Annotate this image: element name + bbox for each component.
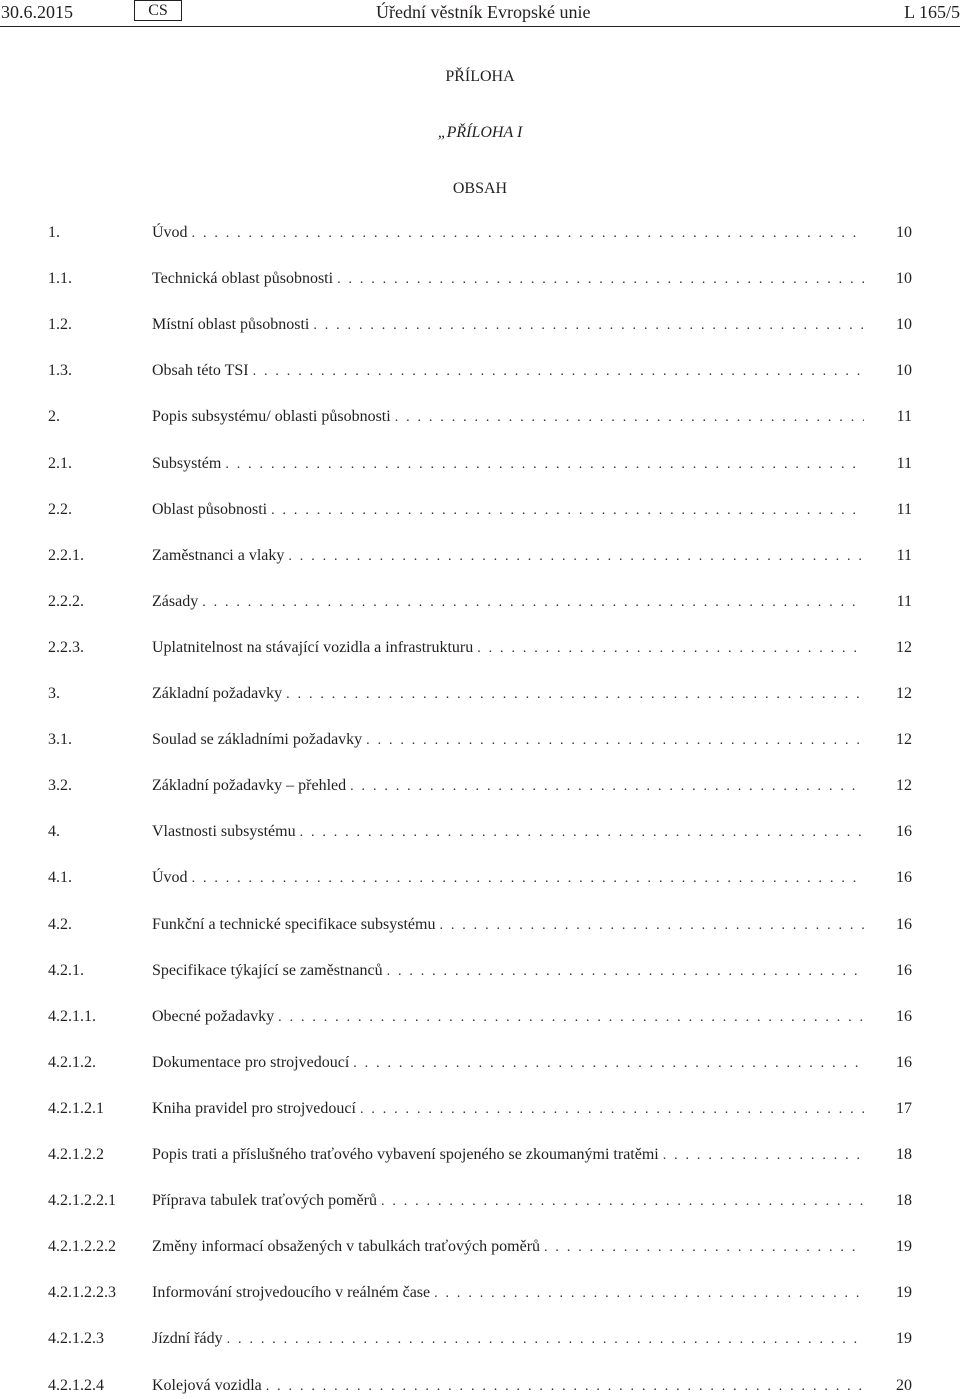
toc-section-title: Zásady xyxy=(152,592,199,610)
toc-entry-line xyxy=(152,499,864,522)
toc-entry-line xyxy=(152,960,864,983)
header-divider xyxy=(0,26,960,27)
toc-section-title: Úvod xyxy=(152,869,188,887)
toc-dot-leader xyxy=(366,730,864,752)
toc-page-number: 16 xyxy=(896,1007,912,1025)
page-header xyxy=(0,0,960,27)
toc-entry xyxy=(0,914,960,936)
toc-dot-leader xyxy=(360,1099,864,1121)
toc-entry xyxy=(0,960,960,982)
toc-section-number: 1.3. xyxy=(48,362,72,380)
toc-entry xyxy=(0,1282,960,1304)
toc-entry xyxy=(0,729,960,751)
toc-section-title: Subsystém xyxy=(152,454,222,472)
toc-section-number: 1. xyxy=(48,224,60,241)
toc-entry xyxy=(0,1006,960,1028)
toc-entry-line xyxy=(152,591,864,614)
toc-page-number: 11 xyxy=(896,408,912,426)
toc-dot-leader xyxy=(278,1007,864,1029)
toc-dot-leader xyxy=(286,684,864,706)
toc-section-number: 4.2.1.2. xyxy=(48,1053,96,1071)
toc-entry xyxy=(0,1375,960,1397)
toc-dot-leader xyxy=(663,1145,864,1167)
toc-section-number: 1.1. xyxy=(48,270,72,288)
toc-page-number: 19 xyxy=(896,1284,912,1302)
toc-section-title: Popis subsystému/ oblasti působnosti xyxy=(152,408,391,426)
toc-section-number: 2.1. xyxy=(48,454,72,472)
toc-section-number: 3.2. xyxy=(48,777,72,795)
toc-section-number: 4.2.1. xyxy=(48,961,84,979)
toc-entry-line xyxy=(152,545,864,568)
toc-page-number: 11 xyxy=(896,500,912,518)
toc-dot-leader xyxy=(202,592,864,614)
toc-section-number: 4.2.1.1. xyxy=(48,1007,96,1025)
toc-dot-leader xyxy=(434,1283,864,1305)
toc-page-number: 12 xyxy=(896,638,912,656)
toc-page-number: 12 xyxy=(896,685,912,702)
toc-page-number: 12 xyxy=(896,777,912,795)
toc-section-number: 2.2.3. xyxy=(48,638,84,656)
toc-section-title: Uplatnitelnost na stávající vozidla a infrastrukturu xyxy=(152,638,474,656)
toc-entry xyxy=(0,268,960,290)
toc-section-title: Funkční a technické specifikace subsystému xyxy=(152,915,436,933)
toc-dot-leader xyxy=(477,638,864,660)
toc-page-number: 12 xyxy=(896,731,912,749)
journal-title: Úřední věstník Evropské unie xyxy=(376,2,591,22)
toc-entry xyxy=(0,406,960,428)
toc-section-title: Místní oblast působnosti xyxy=(152,316,310,334)
annex-1-heading: „PŘÍLOHA I xyxy=(437,124,523,141)
toc-section-title: Vlastnosti subsystému xyxy=(152,823,296,841)
toc-page-number: 10 xyxy=(896,224,912,241)
toc-entry xyxy=(0,222,960,244)
page-reference: L 165/5 xyxy=(904,2,960,22)
toc-entry xyxy=(0,867,960,889)
toc-section-title: Kniha pravidel pro strojvedoucí xyxy=(152,1099,356,1117)
toc-page-number: 16 xyxy=(896,961,912,979)
toc-page-number: 16 xyxy=(896,1053,912,1071)
toc-page-number: 19 xyxy=(896,1238,912,1256)
toc-entry-line xyxy=(152,268,864,291)
toc-section-number: 3. xyxy=(48,685,60,702)
toc-entry xyxy=(0,499,960,521)
toc-dot-leader xyxy=(544,1237,864,1259)
toc-section-title: Kolejová vozidla xyxy=(152,1376,262,1394)
toc-section-title: Změny informací obsažených v tabulkách traťových poměrů xyxy=(152,1238,541,1256)
toc-entry xyxy=(0,1144,960,1166)
toc-entry xyxy=(0,637,960,659)
toc-dot-leader xyxy=(381,1191,864,1213)
toc-entry-line xyxy=(152,637,864,660)
toc-entry-line xyxy=(152,1052,864,1075)
toc-dot-leader xyxy=(227,1329,864,1351)
toc-dot-leader xyxy=(387,961,864,983)
publication-date: 30.6.2015 xyxy=(1,2,73,22)
toc-section-title: Soulad se základními požadavky xyxy=(152,731,363,749)
toc-section-title: Oblast působnosti xyxy=(152,500,268,518)
toc-entry-line xyxy=(152,1282,864,1305)
toc-entry xyxy=(0,1052,960,1074)
toc-entry-line xyxy=(152,1236,864,1259)
toc-entry-line xyxy=(152,775,864,798)
toc-dot-leader xyxy=(192,223,864,245)
language-badge: CS xyxy=(134,0,182,21)
toc-dot-leader xyxy=(337,269,864,291)
toc-entry xyxy=(0,591,960,613)
toc-section-number: 3.1. xyxy=(48,731,72,749)
toc-entry xyxy=(0,683,960,705)
toc-dot-leader xyxy=(439,915,864,937)
toc-entry-line xyxy=(152,821,864,844)
toc-entry xyxy=(0,821,960,843)
toc-entry-line xyxy=(152,1328,864,1351)
toc-section-number: 4.2. xyxy=(48,915,72,933)
toc-entry-line xyxy=(152,867,864,890)
toc-section-number: 4.2.1.2.2.2 xyxy=(48,1238,116,1256)
toc-section-title: Informování strojvedoucího v reálném čase xyxy=(152,1284,431,1302)
toc-entry xyxy=(0,1236,960,1258)
toc-page-number: 16 xyxy=(896,823,912,841)
toc-entry-line xyxy=(152,453,864,476)
toc-entry-line xyxy=(152,729,864,752)
toc-section-title: Technická oblast působnosti xyxy=(152,270,334,288)
toc-page-number: 17 xyxy=(896,1099,912,1117)
toc-section-title: Jízdní řády xyxy=(152,1330,223,1348)
toc-section-number: 4.2.1.2.2.3 xyxy=(48,1284,116,1302)
toc-section-title: Zaměstnanci a vlaky xyxy=(152,546,285,564)
toc-section-number: 4.2.1.2.1 xyxy=(48,1099,104,1117)
toc-entry-line xyxy=(152,914,864,937)
toc-section-number: 2.2.1. xyxy=(48,546,84,564)
toc-dot-leader xyxy=(313,315,864,337)
toc-section-title: Příprava tabulek traťových poměrů xyxy=(152,1192,377,1210)
toc-section-title: Základní požadavky – přehled xyxy=(152,777,347,795)
toc-section-title: Základní požadavky xyxy=(152,685,283,702)
toc-entry xyxy=(0,1328,960,1350)
toc-page-number: 19 xyxy=(896,1330,912,1348)
toc-entry xyxy=(0,453,960,475)
toc-entry xyxy=(0,314,960,336)
toc-entry xyxy=(0,1190,960,1212)
toc-dot-leader xyxy=(288,546,864,568)
toc-section-number: 2.2. xyxy=(48,500,72,518)
toc-section-title: Obsah této TSI xyxy=(152,362,249,380)
toc-entry-line xyxy=(152,1098,864,1121)
toc-dot-leader xyxy=(225,454,864,476)
toc-page-number: 10 xyxy=(896,362,912,380)
toc-page-number: 16 xyxy=(896,915,912,933)
toc-section-number: 4.2.1.2.2.1 xyxy=(48,1192,116,1210)
toc-page-number: 10 xyxy=(896,270,912,288)
toc-section-number: 4.2.1.2.2 xyxy=(48,1146,104,1163)
toc-dot-leader xyxy=(395,407,864,429)
toc-dot-leader xyxy=(266,1376,864,1398)
toc-dot-leader xyxy=(253,361,864,383)
toc-entry-line xyxy=(152,1144,864,1167)
toc-section-title: Popis trati a příslušného traťového vybavení spojeného se zkoumanými tratěmi xyxy=(152,1146,659,1163)
toc-page-number: 11 xyxy=(896,546,912,564)
toc-section-number: 1.2. xyxy=(48,316,72,334)
toc-page-number: 16 xyxy=(896,869,912,887)
toc-entry-line xyxy=(152,360,864,383)
toc-page-number: 11 xyxy=(896,454,912,472)
toc-section-number: 4.1. xyxy=(48,869,72,887)
toc-entry xyxy=(0,775,960,797)
toc-dot-leader xyxy=(353,1053,864,1075)
toc-section-title: Dokumentace pro strojvedoucí xyxy=(152,1053,350,1071)
toc-section-number: 2.2.2. xyxy=(48,592,84,610)
toc-entry-line xyxy=(152,683,864,706)
toc-section-number: 2. xyxy=(48,408,60,426)
toc-entry-line xyxy=(152,222,864,245)
toc-page-number: 20 xyxy=(896,1376,912,1394)
toc-page-number: 18 xyxy=(896,1146,912,1163)
toc-dot-leader xyxy=(271,500,864,522)
toc-dot-leader xyxy=(192,868,864,890)
toc-entry-line xyxy=(152,1006,864,1029)
toc-section-title: Úvod xyxy=(152,224,188,241)
contents-heading: OBSAH xyxy=(452,180,508,197)
toc-page-number: 10 xyxy=(896,316,912,334)
toc-entry-line xyxy=(152,1190,864,1213)
toc-entry xyxy=(0,360,960,382)
toc-section-number: 4.2.1.2.4 xyxy=(48,1376,104,1394)
toc-dot-leader xyxy=(300,822,864,844)
toc-section-title: Obecné požadavky xyxy=(152,1007,275,1025)
toc-entry xyxy=(0,545,960,567)
toc-section-number: 4. xyxy=(48,823,60,841)
toc-section-title: Specifikace týkající se zaměstnanců xyxy=(152,961,383,979)
toc-entry-line xyxy=(152,406,864,429)
annex-heading: PŘÍLOHA xyxy=(445,68,515,85)
toc-dot-leader xyxy=(350,776,864,798)
toc-entry-line xyxy=(152,1375,864,1398)
toc-page-number: 18 xyxy=(896,1192,912,1210)
toc-page-number: 11 xyxy=(896,592,912,610)
toc-entry xyxy=(0,1098,960,1120)
toc-section-number: 4.2.1.2.3 xyxy=(48,1330,104,1348)
toc-entry-line xyxy=(152,314,864,337)
